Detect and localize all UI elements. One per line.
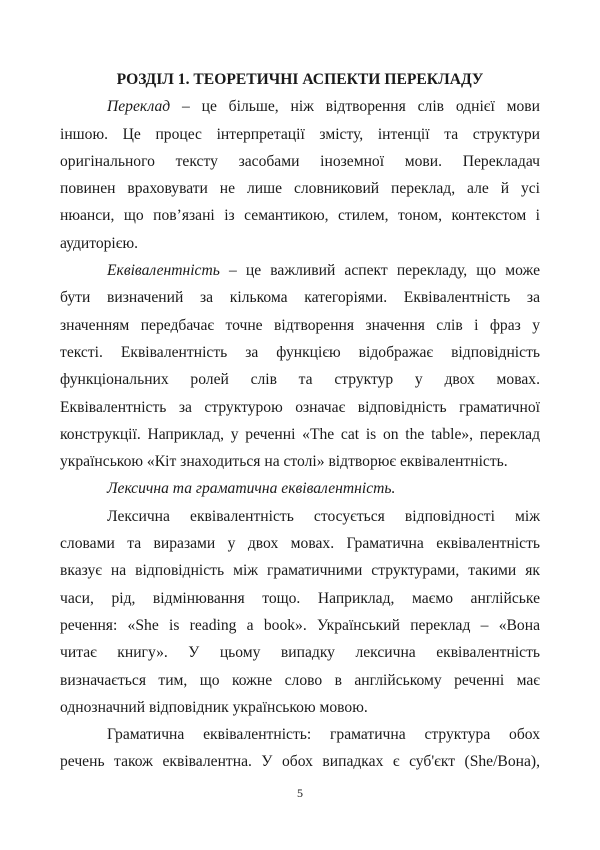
- document-page: [60, 66, 540, 776]
- paragraph-line: функціональних ролей слів та структур у двох мовах.: [60, 371, 540, 389]
- paragraph-line: іншою. Це процес інтерпретації змісту, інтенції та структури: [60, 125, 540, 143]
- paragraph-line: вказує на відповідність між граматичними структурами, такими як: [60, 562, 540, 580]
- paragraph-line: тексті. Еквівалентність за функцією відображає відповідність: [60, 343, 540, 361]
- paragraph-line: Еквівалентність за структурою означає відповідність граматичної: [60, 398, 540, 416]
- term-translation: Переклад: [107, 98, 171, 116]
- paragraph-line: речень також еквівалентна. У обох випадках є суб'єкт (She/Вона),: [60, 753, 540, 771]
- subheading: Лексична та граматична еквівалентність.: [107, 480, 396, 498]
- term-equivalence: Еквівалентність: [107, 262, 220, 280]
- chapter-heading: РОЗДІЛ 1. ТЕОРЕТИЧНІ АСПЕКТИ ПЕРЕКЛАДУ: [116, 71, 484, 88]
- paragraph-grammatical: [60, 721, 540, 776]
- paragraph-line: Переклад – це більше, ніж відтворення слів однієї мови: [107, 98, 540, 116]
- paragraph-line: Лексична еквівалентність стосується відповідності між: [107, 507, 540, 525]
- paragraph-line: словами та виразами у двох мовах. Граматична еквівалентність: [60, 535, 540, 553]
- paragraph-line: визначається тим, що кожне слово в англійському реченні має: [60, 671, 540, 689]
- paragraph-line: однозначний відповідник українською мовою.: [60, 698, 368, 716]
- paragraph-line: конструкції. Наприклад, у реченні «The cat is on the table», переклад: [60, 425, 540, 443]
- paragraph-line: Еквівалентність – це важливий аспект перекладу, що може: [107, 262, 540, 280]
- paragraph-equivalence: [60, 257, 540, 475]
- paragraph-line: повинен враховувати не лише словниковий переклад, але й усі: [60, 180, 540, 198]
- paragraph-line: речення: «She is reading a book». Український переклад – «Вона: [60, 616, 540, 634]
- page-number: 5: [297, 786, 303, 800]
- paragraph-line: аудиторією.: [60, 234, 138, 252]
- paragraph-lexical: [60, 503, 540, 721]
- paragraph-translation: [60, 93, 540, 257]
- paragraph-line: бути визначений за кількома категоріями. Еквівалентність за: [60, 289, 540, 307]
- paragraph-line: оригінального тексту засобами іноземної мови. Перекладач: [60, 152, 540, 170]
- paragraph-line: читає книгу». У цьому випадку лексична еквівалентність: [60, 644, 540, 662]
- paragraph-line: нюанси, що пов’язані із семантикою, стилем, тоном, контекстом і: [60, 207, 540, 225]
- paragraph-line: українською «Кіт знаходиться на столі» відтворює еквівалентність.: [60, 453, 508, 471]
- paragraph-line: Граматична еквівалентність: граматична структура обох: [107, 726, 540, 744]
- paragraph-line: значенням передбачає точне відтворення значення слів і фраз у: [60, 316, 540, 334]
- paragraph-line: часи, рід, відмінювання тощо. Наприклад, маємо англійське: [60, 589, 540, 607]
